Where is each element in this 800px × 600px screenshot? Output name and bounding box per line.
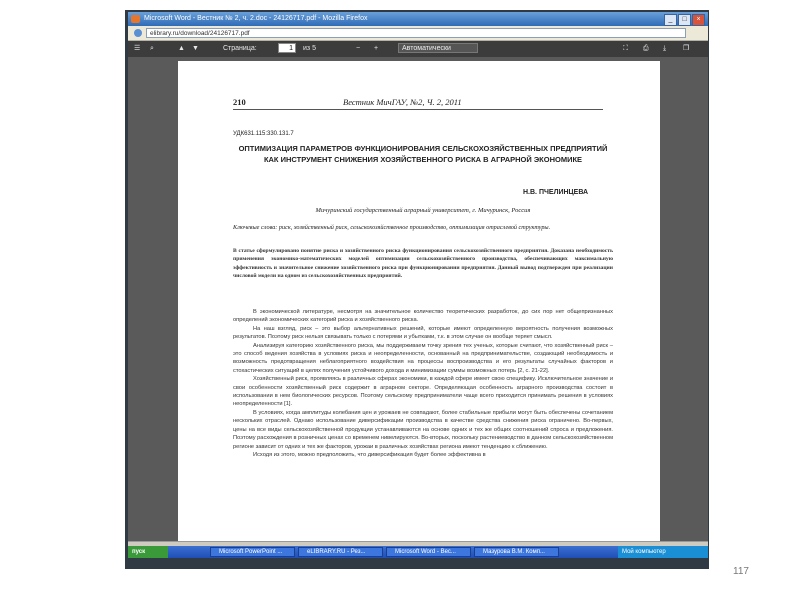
- taskbar-item-document[interactable]: Мазурова В.М. Комп...: [474, 547, 559, 557]
- bookmark-icon[interactable]: ❐: [683, 45, 690, 52]
- download-icon[interactable]: ⤓: [663, 45, 667, 52]
- paragraph: На наш взгляд, риск – это выбор альтернативных решений, которые имеют определенную вероятность получения возможных результатов. Поэтому риск нельзя связывать только с потерями и убытками, т.к. в этом случае он вообще теряет смысл.: [233, 325, 613, 341]
- paragraph: В условиях, когда амплитуды колебания цен и урожаев не совпадают, более стабильные прибыли могут быть обеспечены сочетанием нескольких отраслей. Однако использование диверсификации производства в качестве средства снижения риска ограничено. Во-первых, цены на все виды сельскохозяйственной продукции устанавливаются на основе одних и тех же общих соотношений спроса и предложения. Поэтому расхождения в розничных ценах со временем нивелируются. Во-вторых, поскольку растениеводство в данном сельскохозяйственном регионе зависит от одних и тех же факторов, урожаи в различных хозяйствах региона имеют тенденцию к сближению.: [233, 409, 613, 450]
- system-tray: Мой компьютер: [618, 546, 708, 558]
- article-title: ОПТИМИЗАЦИЯ ПАРАМЕТРОВ ФУНКЦИОНИРОВАНИЯ СЕЛЬСКОХОЗЯЙСТВЕННЫХ ПРЕДПРИЯТИЙ КАК ИНСТРУМЕНТ СНИЖЕНИЯ ХОЗЯЙСТВЕННОГО РИСКА В АГРАРНОЙ ЭКОНОМИКЕ: [238, 144, 608, 164]
- sidebar-toggle-icon[interactable]: ☰: [134, 45, 141, 52]
- pdf-viewer[interactable]: [128, 57, 708, 541]
- start-button[interactable]: пуск: [128, 546, 168, 558]
- pdf-page: [178, 61, 660, 541]
- paragraph: Хозяйственный риск, проявляясь в различных сферах экономики, в каждой сфере имеет свою специфику. Исключительное значение и свои особенности хозяйственный риск содержит в аграрном секторе. Определяющая особенность аграрного производства состоит в использовании в нем биологических ресурсов. Поэтому сельскому предприниматели чаще всего приходится принимать решения в условиях неопределенности [1].: [233, 376, 613, 408]
- page-label: Страница:: [223, 45, 257, 52]
- title-bar: [128, 12, 708, 26]
- fullscreen-icon[interactable]: ⛶: [623, 45, 628, 52]
- maximize-button[interactable]: □: [678, 14, 691, 26]
- zoom-out-button[interactable]: −: [356, 45, 361, 52]
- taskbar-item-elibrary[interactable]: eLIBRARY.RU - Рез...: [298, 547, 383, 557]
- keywords: Ключевые слова: риск, хозяйственный риск, сельскохозяйственное производство, оптимизация отраслевой структуры.: [233, 224, 551, 231]
- close-button[interactable]: ×: [692, 14, 705, 26]
- next-page-icon[interactable]: ▼: [192, 45, 199, 52]
- windows-taskbar: [128, 546, 708, 558]
- prev-page-icon[interactable]: ▲: [178, 45, 185, 52]
- url-field[interactable]: elibrary.ru/download/24126717.pdf: [146, 28, 686, 38]
- abstract: В статье сформулировано понятие риска и хозяйственного риска функционирования сельскохозяйственного предприятия. Доказана необходимость применения экономико-математических моделей оптимизации сельскохозяйственного производства, обеспечивающих максимальную эффективность и значительное снижение хозяйственного риска при функционировании предприятия. Данный вывод подтвержден при реализации числовой модели на одном из сельскохозяйственных предприятий.: [233, 248, 613, 279]
- page-count: из 5: [303, 45, 316, 52]
- paragraph: Анализируя категорию хозяйственного риска, мы поддерживаем точку зрения тех ученых, которые считают, что хозяйственный риск – это способ ведения хозяйства в условиях риска и неопределенности, основанный на предпринимательстве, создающий необходимость и возможность предотвращения неблагоприятного воздействия на процессы воспроизводства и его результаты случайных факторов и стохастических ситуаций в целях получения устойчивого дохода и минимизации суммы возможных потерь [2, с. 21-22].: [233, 342, 613, 374]
- find-icon[interactable]: ⌕: [150, 45, 154, 52]
- window-controls: [664, 14, 705, 26]
- slide-number: 117: [733, 566, 749, 577]
- taskbar-item-powerpoint[interactable]: Microsoft PowerPoint ...: [210, 547, 295, 557]
- window-title: Microsoft Word - Вестник № 2, ч. 2.doc - 24126717.pdf - Mozilla Firefox: [144, 15, 368, 22]
- udk-code: УДК631.115:330.131.7: [233, 131, 294, 137]
- firefox-icon: [131, 15, 140, 23]
- site-icon: [134, 29, 142, 37]
- scale-select[interactable]: Автоматически: [398, 43, 478, 53]
- article-body: [233, 308, 613, 459]
- affiliation: Мичуринский государственный аграрный университет, г. Мичуринск, Россия: [315, 207, 531, 214]
- author: Н.В. ПЧЕЛИНЦЕВА: [523, 189, 589, 196]
- page-number: 210: [233, 97, 246, 107]
- browser-window: [128, 12, 708, 554]
- paragraph: Исходя из этого, можно предположить, что диверсификация будет более эффективна в: [253, 451, 486, 458]
- pdf-toolbar: [128, 41, 708, 57]
- taskbar-item-word[interactable]: Microsoft Word - Вес...: [386, 547, 471, 557]
- print-icon[interactable]: ⎙: [643, 45, 649, 52]
- journal-name: Вестник МичГАУ, №2, Ч. 2, 2011: [343, 97, 462, 107]
- zoom-in-button[interactable]: +: [374, 45, 379, 52]
- address-bar: [128, 26, 708, 41]
- running-header: [233, 97, 603, 110]
- minimize-button[interactable]: _: [664, 14, 677, 26]
- page-number-input[interactable]: 1: [278, 43, 296, 53]
- paragraph: В экономической литературе, несмотря на значительное количество теоретических разработок, до сих пор нет общепризнанных определений экономических категорий риска и хозяйственного риска.: [233, 309, 613, 324]
